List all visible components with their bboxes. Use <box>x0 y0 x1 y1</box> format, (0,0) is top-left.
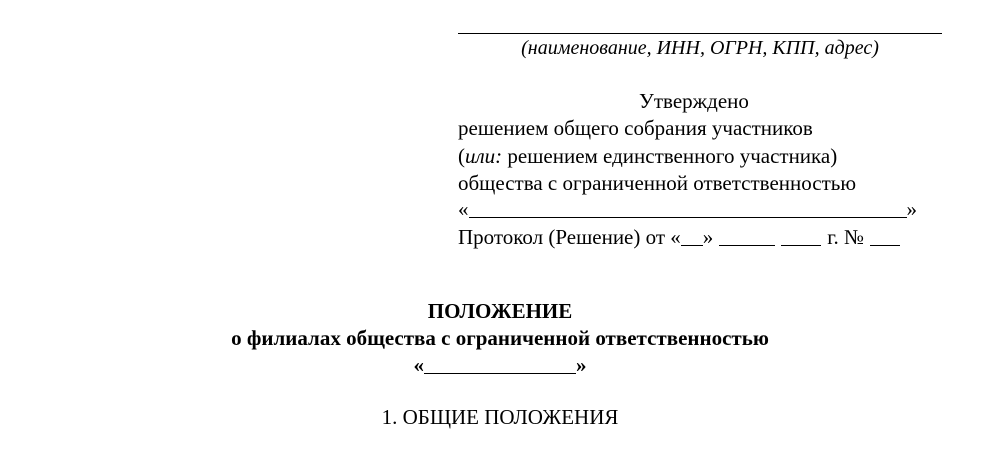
day-blank <box>681 227 703 246</box>
section-heading: 1. ОБЩИЕ ПОЛОЖЕНИЯ <box>381 405 619 429</box>
title-company-blank <box>424 355 576 374</box>
number-blank <box>870 227 900 246</box>
sole-participant-text: решением единственного участника) <box>502 144 838 168</box>
protocol-label: Протокол (Решение) от « <box>458 225 681 249</box>
document-title: ПОЛОЖЕНИЕ <box>427 299 573 323</box>
company-name-row <box>458 196 917 222</box>
approval-line-general-meeting: решением общего собрания участников <box>458 116 813 140</box>
approval-line-llc: общества с ограниченной ответственностью <box>458 171 857 195</box>
year-blank <box>781 227 821 246</box>
approval-line-sole-participant <box>458 143 837 169</box>
title-quote-close: » <box>576 353 587 377</box>
quote-open: « <box>458 197 469 221</box>
protocol-row <box>458 224 900 250</box>
company-name-blank <box>469 199 907 218</box>
title-quote-open: « <box>413 353 424 377</box>
organization-blank-line <box>458 33 942 34</box>
year-number-label: г. № <box>827 225 865 249</box>
approved-label: Утверждено <box>639 89 749 113</box>
paren-open: ( <box>458 144 465 168</box>
quote-close: » <box>906 197 917 221</box>
month-blank <box>719 227 775 246</box>
organization-caption: (наименование, ИНН, ОГРН, КПП, адрес) <box>521 37 879 59</box>
company-name-title-row <box>0 352 1000 378</box>
document-subtitle: о филиалах общества с ограниченной ответственностью <box>231 326 769 350</box>
or-italic: или: <box>465 144 503 168</box>
protocol-day-close: » <box>702 225 714 249</box>
